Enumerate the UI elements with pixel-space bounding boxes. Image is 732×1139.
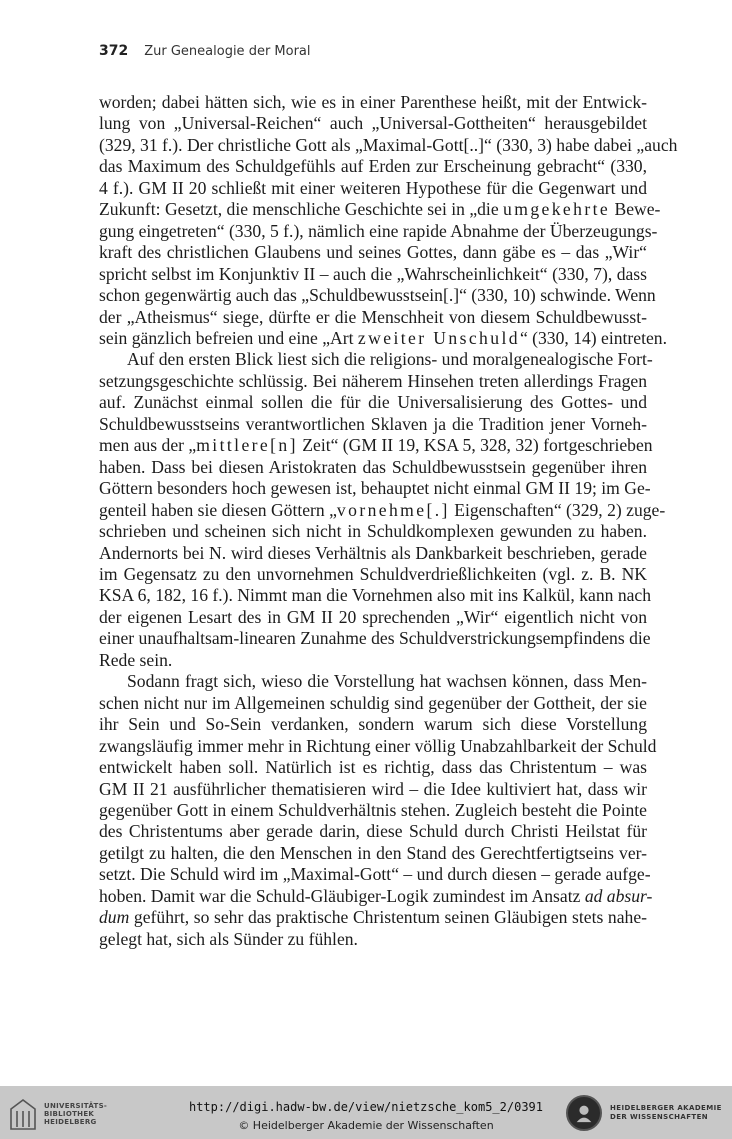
- text-line: schen nicht nur im Allgemeinen schuldig sind gegenüber der Gottheit, der sie: [99, 692, 647, 713]
- text-line: im Gegensatz zu den unvornehmen Schuldverdrießlichkeiten (vgl. z. B. NK: [99, 563, 647, 584]
- text-line: gegenüber Gott in einem Schuldverhältnis stehen. Zugleich besteht die Pointe: [99, 799, 647, 820]
- text-line: Auf den ersten Blick liest sich die religions- und moralgenealogische Fort-: [127, 349, 653, 370]
- text-line: sein gänzlich befreien und eine „Art zweiter Unschuld“ (330, 14) eintreten.: [99, 327, 667, 348]
- academy-seal-icon: [566, 1095, 602, 1131]
- text-line: getilgt zu halten, die den Menschen in den Stand des Gerechtfertigtseins ver-: [99, 842, 647, 863]
- text-line: der eigenen Lesart des in GM II 20 sprechenden „Wir“ eigentlich nicht von: [99, 606, 647, 627]
- text-line: hoben. Damit war die Schuld-Gläubiger-Logik zumindest im Ansatz ad absur-: [99, 885, 653, 906]
- text-line: kraft des christlichen Glaubens und seines Gottes, dann gäbe es – das „Wir“: [99, 242, 647, 263]
- text-line: ihr Sein und So-Sein verdanken, sondern warum sich diese Vorstellung: [99, 714, 647, 735]
- text-line: setzungsgeschichte schlüssig. Bei näherem Hinsehen treten allerdings Fragen: [99, 370, 647, 391]
- text-line: Sodann fragt sich, wieso die Vorstellung hat wachsen können, dass Men-: [127, 671, 647, 692]
- text-line: 4 f.). GM II 20 schließt mit einer weiteren Hypothese für die Gegenwart und: [99, 177, 647, 198]
- text-line: (329, 31 f.). Der christliche Gott als „Maximal-Gott[..]“ (330, 3) habe dabei „auch: [99, 134, 678, 155]
- academy-logo[interactable]: [566, 1092, 732, 1134]
- text-line: schon gegenwärtig auch das „Schuldbewusstsein[.]“ (330, 10) schwinde. Wenn: [99, 285, 656, 306]
- text-line: Schuldbewusstseins verantwortlichen Sklaven ja die Tradition jener Vorneh-: [99, 413, 647, 434]
- text-line: KSA 6, 182, 16 f.). Nimmt man die Vornehmen also mit ins Kalkül, kann nach: [99, 585, 652, 606]
- text-line: spricht selbst im Konjunktiv II – auch die „Wahrscheinlichkeit“ (330, 7), dass: [99, 263, 647, 284]
- paragraph-1: [99, 92, 678, 349]
- text-line: das Maximum des Schuldgefühls auf Erden zur Erscheinung gebracht“ (330,: [99, 156, 647, 177]
- footer-bar: [0, 1086, 732, 1139]
- text-line: worden; dabei hätten sich, wie es in einer Parenthese heißt, mit der Entwick-: [99, 92, 647, 112]
- university-library-label: UNIVERSITÄTS- BIBLIOTHEK HEIDELBERG: [44, 1102, 108, 1126]
- text-line: lung von „Universal-Reichen“ auch „Universal-Gottheiten“ herausgebildet: [99, 113, 647, 134]
- text-line: Andernorts bei N. wird dieses Verhältnis als Dankbarkeit beschrieben, gerade: [99, 542, 647, 563]
- text-line: Rede sein.: [99, 649, 173, 670]
- spaced-emphasis: zweiter Unschuld: [357, 327, 520, 348]
- text-line: einer unaufhaltsam-linearen Zunahme des Schuldverstrickungsempfindens die: [99, 628, 651, 649]
- text-line: genteil haben sie diesen Göttern „vornehme[.] Eigenschaften“ (329, 2) zuge-: [99, 499, 666, 520]
- paragraph-2: [99, 349, 666, 671]
- paragraph-3: [99, 671, 657, 950]
- text-line: haben. Dass bei diesen Aristokraten das Schuldbewusstsein gegenüber ihren: [99, 456, 647, 477]
- source-url-link[interactable]: http://digi.hadw-bw.de/view/nietzsche_kom5_2/0391: [188, 1100, 543, 1114]
- academy-label: HEIDELBERGER AKADEMIE DER WISSENSCHAFTEN: [610, 1104, 722, 1121]
- page-header: [99, 43, 311, 65]
- page-number: 372: [99, 43, 129, 59]
- text-line: Zukunft: Gesetzt, die menschliche Geschichte sei in „die umgekehrte Bewe-: [99, 199, 661, 220]
- italic-text: ad absur-: [584, 885, 653, 906]
- spaced-emphasis: vornehme[.]: [336, 499, 450, 520]
- text-line: dum geführt, so sehr das praktische Christentum seinen Gläubigen stets nahe-: [99, 907, 647, 928]
- spaced-emphasis: mittlere[n]: [196, 435, 298, 456]
- text-line: men aus der „mittlere[n] Zeit“ (GM II 19, KSA 5, 328, 32) fortgeschrieben: [99, 435, 653, 456]
- text-line: setzt. Die Schuld wird im „Maximal-Gott“ – und durch diesen – gerade aufge-: [99, 864, 651, 885]
- text-line: der „Atheismus“ siege, dürfte er die Menschheit von diesem Schuldbewusst-: [99, 306, 647, 327]
- text-line: gelegt hat, sich als Sünder zu fühlen.: [99, 928, 358, 949]
- text-line: des Christentums aber gerade darin, diese Schuld durch Christi Heilstat für: [99, 821, 647, 842]
- text-line: entwickelt haben soll. Natürlich ist es richtig, dass das Christentum – was: [99, 757, 647, 778]
- body-text: [99, 92, 678, 950]
- text-line: schrieben und scheinen sich nicht in Schuldkomplexen gewunden zu haben.: [99, 521, 647, 542]
- italic-text: dum: [99, 907, 130, 928]
- text-line: auf. Zunächst einmal sollen die für die Universalisierung des Gottes- und: [99, 392, 647, 413]
- spaced-emphasis: umgekehrte: [503, 199, 611, 220]
- text-line: gung eingetreten“ (330, 5 f.), nämlich eine rapide Abnahme der Überzeugungs-: [99, 220, 658, 241]
- text-line: Göttern besonders hoch gewesen ist, behauptet nicht einmal GM II 19; im Ge-: [99, 478, 651, 499]
- copyright-notice: © Heidelberger Akademie der Wissenschaften: [238, 1119, 494, 1132]
- running-head: Zur Genealogie der Moral: [144, 44, 311, 59]
- text-line: zwangsläufig immer mehr in Richtung einer völlig Unabzahlbarkeit der Schuld: [99, 735, 657, 756]
- text-line: GM II 21 ausführlicher thematisieren wird – die Idee kultiviert hat, dass wir: [99, 778, 647, 799]
